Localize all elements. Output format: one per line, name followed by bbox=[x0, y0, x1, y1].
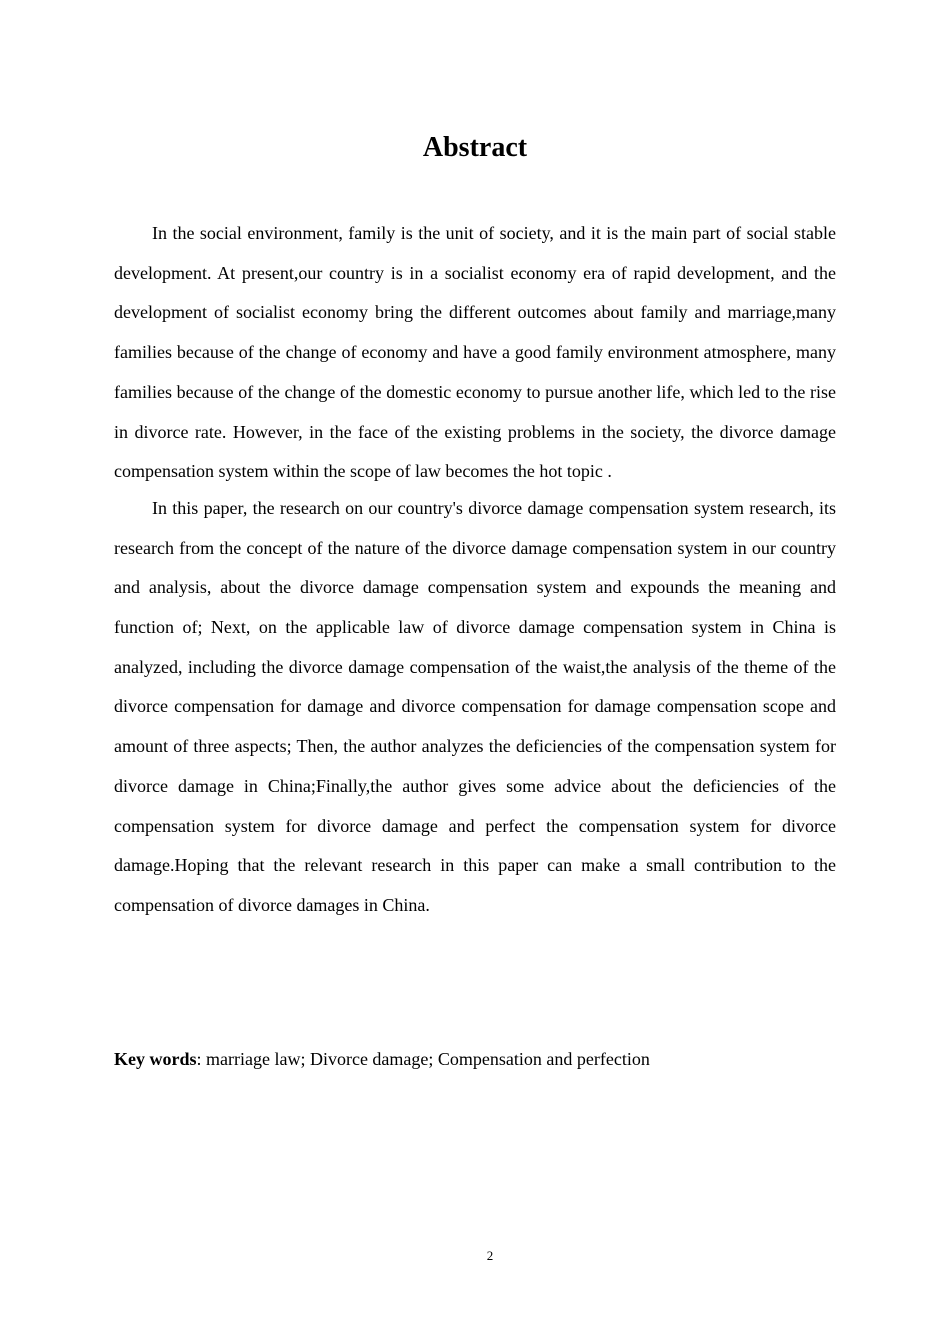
page-title: Abstract bbox=[422, 132, 528, 163]
keywords-value: marriage law; Divorce damage; Compensation and perfection bbox=[206, 1049, 650, 1069]
abstract-paragraph-2: In this paper, the research on our country's divorce damage compensation system research, its research from the concept of the nature of the divorce damage compensation system in our country and analysis, about the divorce damage compensation system and expounds the meaning and function of; Next, on the applicable law of divorce damage compensation system in China is analyzed, including the divorce damage compensation of the waist,the analysis of the theme of the divorce compensation for damage and divorce compensation for damage compensation scope and amount of three aspects; Then, the author analyzes the deficiencies of the compensation system for divorce damage in China;Finally,the author gives some advice about the deficiencies of the compensation system for divorce damage and perfect the compensation system for divorce damage.Hoping that the relevant research in this paper can make a small contribution to the compensation of divorce damages in China. bbox=[114, 497, 836, 915]
abstract-body bbox=[114, 214, 836, 926]
abstract-paragraph-1: In the social environment, family is the unit of society, and it is the main part of social stable development. At present,our country is in a socialist economy era of rapid development, and the development of socialist economy bring the different outcomes about family and marriage,many families because of the change of economy and have a good family environment atmosphere, many families because of the change of the domestic economy to pursue another life, which led to the rise in divorce rate. However, in the face of the existing problems in the society, the divorce damage compensation system within the scope of law becomes the hot topic . bbox=[114, 223, 836, 482]
keywords-line bbox=[114, 1044, 836, 1074]
keywords-label: Key words bbox=[114, 1049, 197, 1069]
page-number: 2 bbox=[486, 1248, 494, 1263]
keywords-separator: : bbox=[196, 1049, 207, 1069]
